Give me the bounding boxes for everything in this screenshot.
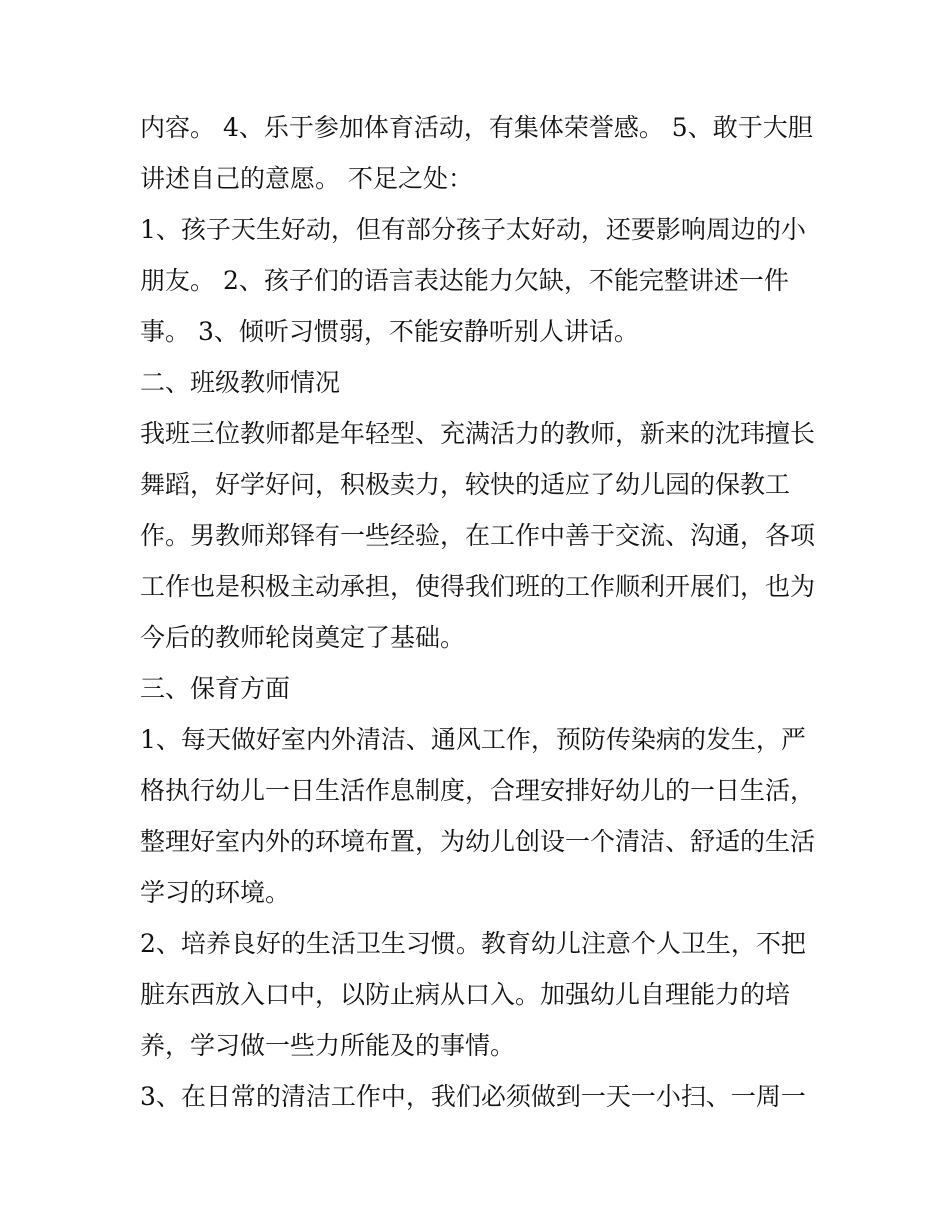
text-line: 脏东西放入口中，以防止病从口入。加强幼儿自理能力的培 (140, 980, 791, 1009)
text-line: 养，学习做一些力所能及的事情。 (140, 1031, 516, 1060)
text-line: 学习的环境。 (140, 878, 291, 907)
text-line: 我班三位教师都是年轻型、充满活力的教师，新来的沈玮擅长 (140, 419, 816, 448)
text-line: 工作也是积极主动承担，使得我们班的工作顺利开展们，也为 (140, 572, 816, 601)
text-line: 1、孩子天生好动，但有部分孩子太好动，还要影响周边的小 (140, 215, 806, 244)
text-line: 3、在日常的清洁工作中，我们必须做到一天一小扫、一周一 (140, 1082, 806, 1111)
document-page (140, 102, 820, 1122)
text-line: 作。男教师郑铎有一些经验，在工作中善于交流、沟通，各项 (140, 521, 816, 550)
text-line: 朋友。 2、孩子们的语言表达能力欠缺，不能完整讲述一件 (140, 266, 789, 295)
text-line: 事。 3、倾听习惯弱，不能安静听别人讲话。 (140, 317, 639, 346)
text-line: 格执行幼儿一日生活作息制度，合理安排好幼儿的一日生活， (140, 776, 816, 805)
section-heading: 二、班级教师情况 (140, 368, 341, 397)
text-line: 整理好室内外的环境布置，为幼儿创设一个清洁、舒适的生活 (140, 827, 816, 856)
text-line: 讲述自己的意愿。 不足之处： (140, 164, 473, 193)
section-heading: 三、保育方面 (140, 674, 291, 703)
text-line: 2、培养良好的生活卫生习惯。教育幼儿注意个人卫生，不把 (140, 929, 806, 958)
text-line: 今后的教师轮岗奠定了基础。 (140, 623, 466, 652)
text-line: 内容。 4、乐于参加体育活动，有集体荣誉感。 5、敢于大胆 (140, 113, 813, 142)
text-line: 1、每天做好室内外清洁、通风工作，预防传染病的发生，严 (140, 725, 806, 754)
text-line: 舞蹈，好学好问，积极卖力，较快的适应了幼儿园的保教工 (140, 470, 791, 499)
